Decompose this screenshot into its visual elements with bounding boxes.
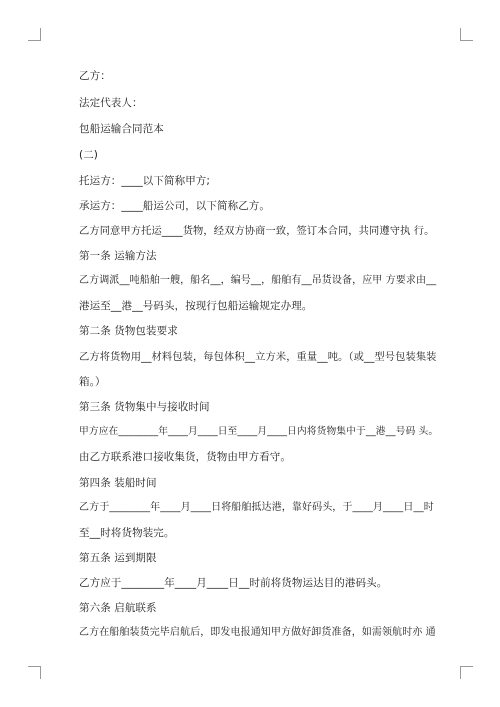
crop-mark-bottom-left [28,666,41,679]
article-6-text: 乙方在船舶装货完毕启航后，即发电报通知甲方做好卸货准备，如需领航时亦 通 [79,627,436,638]
article-2-text: 乙方将货物用__材料包装，每包体积__立方米，重量__吨。（或__型号包装集装 [79,351,437,363]
article-1-heading: 第一条 运输方法 [79,250,157,262]
legal-representative-label: 法定代表人： [79,97,143,109]
article-1-text: 乙方调派__吨船舶一艘，船名__，编号__，船舶有__吊货设备，应甲 方要求由__ [79,275,437,286]
article-4-text: 乙方于________年____月____日将船舶抵达港，靠好码头，于____月____日__时 [79,502,434,513]
shipper-line: 托运方：____以下简称甲方; [79,175,211,187]
article-5-text: 乙方应于________年____月____日__时前将货物运达目的港码头。 [79,577,388,589]
article-2-text-cont: 箱。） [79,376,106,388]
article-4-text-cont: 至__时将货物装完。 [79,527,175,539]
contract-title: 包船运输合同范本 [79,123,164,135]
carrier-line: 承运方：____船运公司，以下简称乙方。 [79,200,270,212]
article-6-heading: 第六条 启航联系 [79,602,157,614]
party-b-label: 乙方： [79,70,111,82]
article-1-text-cont: 港运至__港__号码头，按现行包船运输规定办理。 [79,300,313,312]
article-3-heading: 第三条 货物集中与接收时间 [79,401,210,413]
crop-mark-top-left [28,28,41,41]
article-2-heading: 第二条 货物包装要求 [79,325,178,337]
crop-mark-top-right [460,28,473,41]
article-5-heading: 第五条 运到期限 [79,552,157,564]
article-3-text-cont: 由乙方联系港口接收集货，货物由甲方看守。 [79,451,291,463]
article-4-heading: 第四条 装船时间 [79,477,157,489]
article-3-text: 甲方应在________年____月____日至____月____日内将货物集中于__港__号码 头。 [79,426,439,437]
agreement-paragraph: 乙方同意甲方托运____货物，经双方协商一致，签订本合同，共同遵守执 行。 [79,225,435,237]
crop-mark-bottom-right [460,666,473,679]
section-number: (二) [79,149,98,161]
